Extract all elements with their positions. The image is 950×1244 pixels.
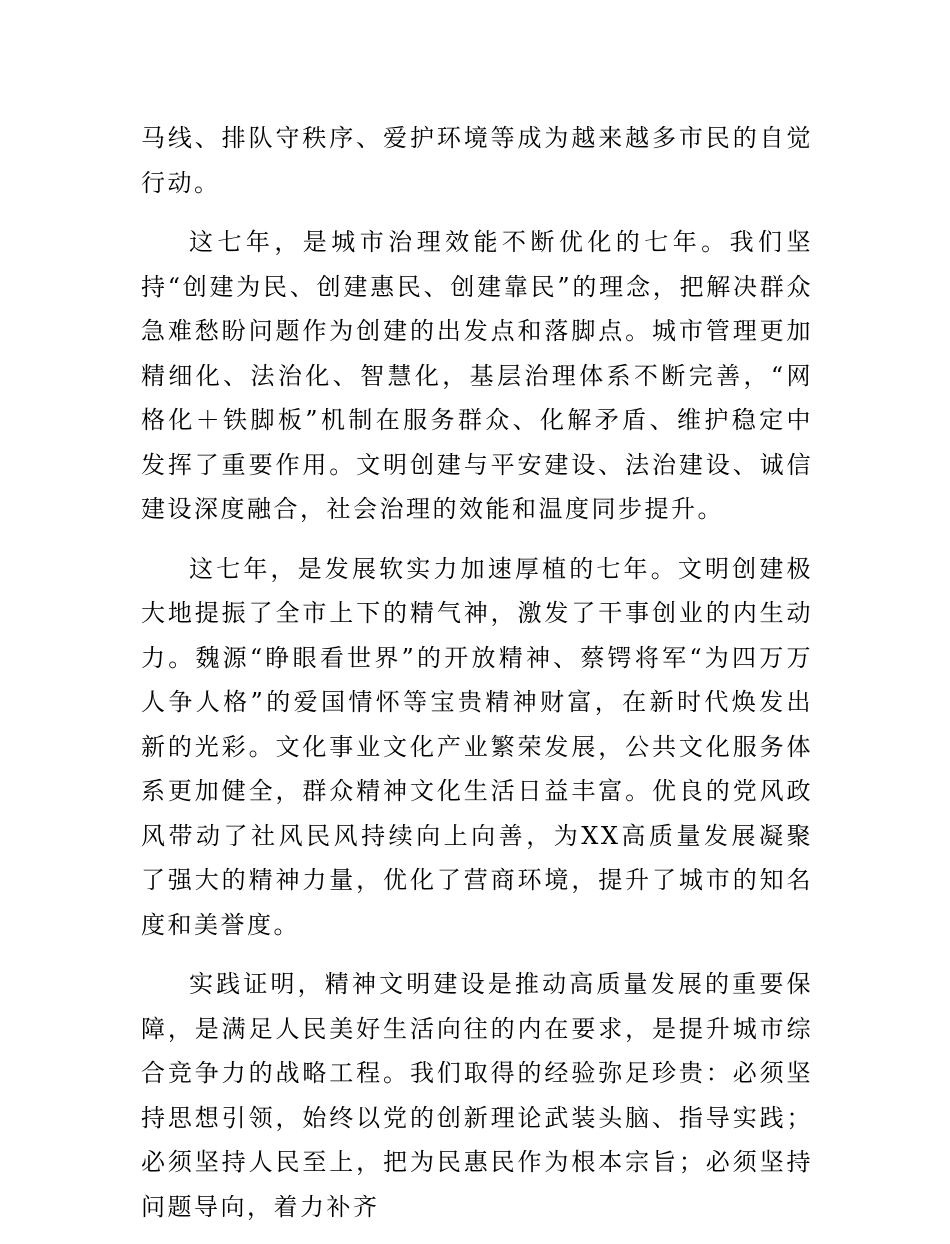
paragraph-governance: 这七年，是城市治理效能不断优化的七年。我们坚持“创建为民、创建惠民、创建靠民”的理念，把解决群众急难愁盼问题作为创建的出发点和落脚点。城市管理更加精细化、法治化、智慧化，基层治理体系不断完善，“网格化＋铁脚板”机制在服务群众、化解矛盾、维护稳定中发挥了重要作用。文明创建与平安建设、法治建设、诚信建设深度融合，社会治理的效能和温度同步提升。: [141, 228, 813, 523]
paragraph-soft-power: 这七年，是发展软实力加速厚植的七年。文明创建极大地提振了全市上下的精气神，激发了干事创业的内生动力。魏源“睁眼看世界”的开放精神、蔡锷将军“为四万万人争人格”的爱国情怀等宝贵精神财富，在新时代焕发出新的光彩。文化事业文化产业繁荣发展，公共文化服务体系更加健全，群众精神文化生活日益丰富。优良的党风政风带动了社风民风持续向上向善，为XX高质量发展凝聚了强大的精神力量，优化了营商环境，提升了城市的知名度和美誉度。: [141, 554, 813, 939]
paragraph-practice-proves: 实践证明，精神文明建设是推动高质量发展的重要保障，是满足人民美好生活向往的内在要求，是提升城市综合竞争力的战略工程。我们取得的经验弥足珍贵：必须坚持思想引领，始终以党的创新理论武装头脑、指导实践；必须坚持人民至上，把为民惠民作为根本宗旨；必须坚持问题导向，着力补齐: [141, 970, 813, 1221]
paragraph-continued: 马线、排队守秩序、爱护环境等成为越来越多市民的自觉行动。: [141, 124, 813, 197]
document-body: [141, 116, 813, 1244]
